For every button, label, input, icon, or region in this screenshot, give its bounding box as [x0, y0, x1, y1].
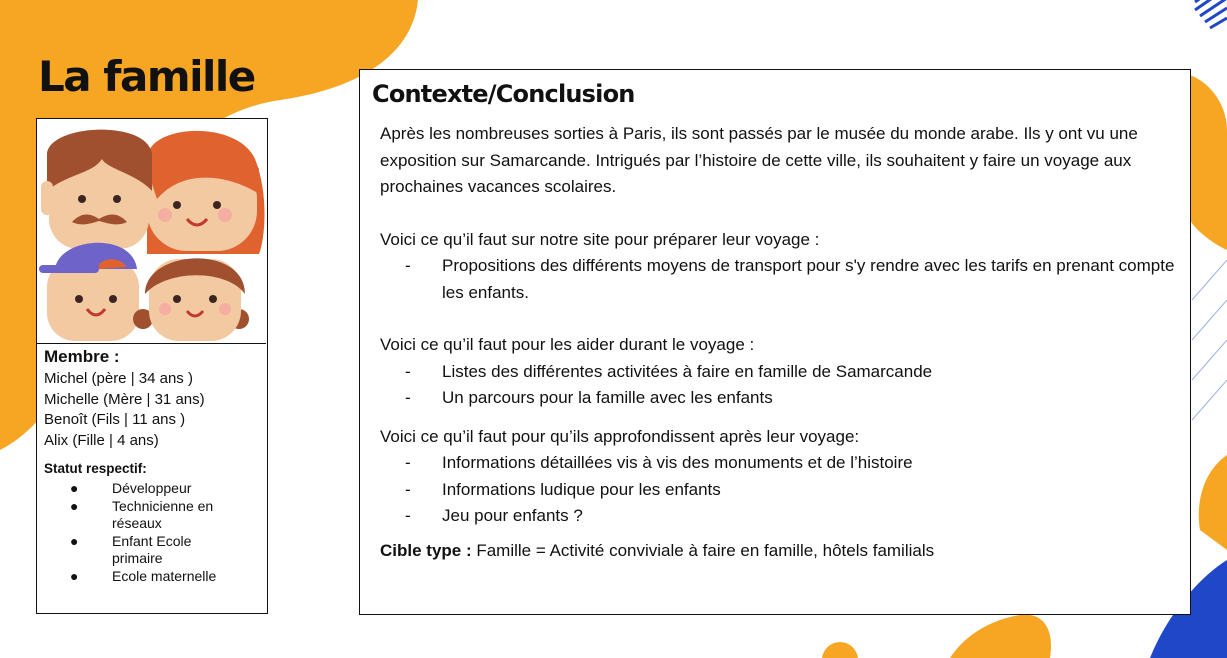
list-item [380, 359, 1180, 386]
statut-section [44, 460, 264, 585]
context-card [359, 69, 1191, 615]
list-item-text: Informations ludique pour les enfants [442, 479, 721, 499]
list-item [380, 385, 1180, 412]
members-heading: Membre : [44, 347, 120, 366]
blue-thin-lines-right [1192, 260, 1227, 420]
context-intro: Après les nombreuses sorties à Paris, ils sont passés par le musée du monde arabe. Ils y ont vu une exposition sur Samarcande. Intrigués par l’histoire de cette ville, ils souhaitent y faire un voyage aux prochaines vacances scolaires. [380, 124, 1138, 196]
blue-stripes-top-right [1195, 0, 1227, 28]
section-list [380, 359, 1180, 412]
family-illustration [37, 119, 266, 344]
statut-text: Technicienne en réseaux [112, 498, 214, 531]
member-row: Michelle (Mère | 31 ans) [44, 390, 205, 408]
orange-dot-bottom [822, 642, 858, 658]
dash-icon: - [405, 388, 411, 407]
member-row: Benoît (Fils | 11 ans ) [44, 411, 186, 428]
member-row: Michel (père | 34 ans ) [44, 370, 193, 387]
target-label: Cible type : [380, 540, 472, 560]
statut-list [44, 480, 264, 585]
list-item-text: Listes des différentes activitées à faire en famille de Samarcande [442, 361, 933, 381]
orange-blob-right [1190, 75, 1227, 250]
list-item [380, 253, 1180, 306]
list-item-text: Propositions des différents moyens de transport pour s'y rendre avec les tarifs en prenant compte les enfants. [442, 256, 1175, 302]
orange-blob-bottom [950, 615, 1051, 658]
family-card [36, 118, 268, 614]
context-body [380, 121, 1180, 564]
dash-icon: - [405, 479, 411, 499]
member-row: Alix (Fille | 4 ans) [44, 431, 159, 449]
section-heading: Voici ce qu’il faut sur notre site pour préparer leur voyage : [380, 229, 820, 249]
statut-text: Enfant Ecole primaire [112, 533, 192, 566]
bullet-icon: ● [70, 498, 79, 514]
list-item-text: Informations détaillées vis à vis des monuments et de l’histoire [442, 453, 913, 472]
statut-item [44, 498, 242, 532]
section-list [380, 253, 1180, 306]
dash-icon: - [405, 361, 411, 381]
context-title: Contexte/Conclusion [372, 80, 635, 108]
bullet-icon: ● [70, 480, 79, 496]
members-section [44, 345, 264, 586]
dash-icon: - [405, 453, 411, 472]
list-item [380, 503, 1180, 530]
list-item [380, 477, 1180, 504]
statut-item [44, 533, 242, 567]
bullet-icon: ● [70, 533, 79, 549]
statut-item [44, 480, 242, 497]
statut-text: Développeur [112, 480, 192, 496]
section-heading: Voici ce qu’il faut pour les aider durant le voyage : [380, 335, 755, 354]
statut-text: Ecole maternelle [112, 568, 217, 584]
father-figure [41, 130, 152, 249]
list-item-text: Un parcours pour la famille avec les enfants [442, 388, 773, 407]
list-item [380, 450, 1180, 477]
dash-icon: - [405, 506, 411, 525]
orange-blob-right-lower [1199, 455, 1227, 550]
section-list [380, 450, 1180, 530]
list-item-text: Jeu pour enfants ? [442, 506, 583, 525]
mother-figure [147, 131, 265, 254]
section-heading: Voici ce qu’il faut pour qu’ils approfondissent après leur voyage: [380, 426, 860, 446]
statut-heading: Statut respectif: [44, 461, 147, 476]
target-line [380, 538, 1180, 565]
target-text: Famille = Activité conviviale à faire en famille, hôtels familials [471, 540, 935, 560]
son-figure [39, 243, 139, 341]
statut-item [44, 568, 242, 585]
page-title: La famille [38, 52, 255, 101]
daughter-figure [133, 258, 249, 341]
bullet-icon: ● [70, 568, 79, 584]
dash-icon: - [405, 256, 411, 275]
